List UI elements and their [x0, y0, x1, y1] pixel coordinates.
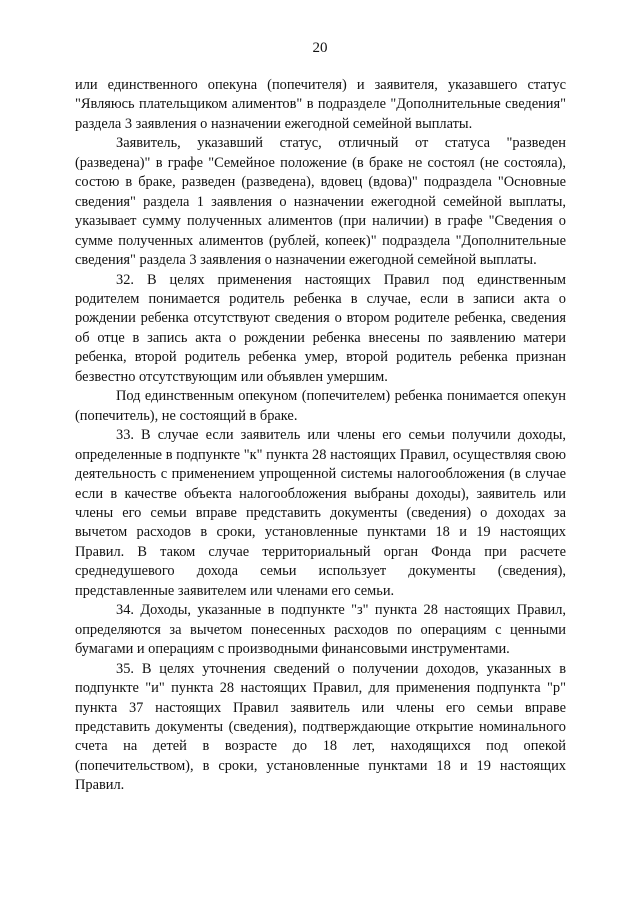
paragraph-32: 32. В целях применения настоящих Правил под единственным родителем понимается родитель ребенка в случае, если в записи акта о рождении ребенка отсутствуют сведения о втором родителе ребенка, сведения об отце в запись акта о рождении ребенка внесены по заявлению матери ребенка, второй родитель ребенка умер, второй родитель ребенка признан безвестно отсутствующим или объявлен умершим.	[75, 271, 566, 385]
paragraph-33: 33. В случае если заявитель или члены его семьи получили доходы, определенные в подпункте "к" пункта 28 настоящих Правил, осуществляя свою деятельность с применением упрощенной системы налогообложения (в случае если в качестве объекта налогообложения выбраны доходы), заявитель или члены его семьи вправе представить документы (сведения) о доходах за вычетом расходов в сроки, установленные пунктами 18 и 19 настоящих Правил. В таком случае территориальный орган Фонда при расчете среднедушевого дохода семьи использует документы (сведения), представленные заявителем или членами его семьи.	[75, 427, 566, 599]
page-number: 20	[312, 40, 328, 56]
paragraph-34: 34. Доходы, указанные в подпункте "з" пункта 28 настоящих Правил, определяются за вычетом понесенных расходов по операциям с ценными бумагами и операциям с производными финансовыми инструментами.	[75, 602, 566, 658]
document-body	[75, 76, 566, 796]
paragraph-single-guardian: Под единственным опекуном (попечителем) ребенка понимается опекун (попечитель), не состоящий в браке.	[75, 388, 566, 424]
paragraph-continuation: или единственного опекуна (попечителя) и заявителя, указавшего статус "Являюсь плательщиком алиментов" в подразделе "Дополнительные сведения" раздела 3 заявления о назначении ежегодной семейной выплаты.	[75, 77, 566, 132]
paragraph-35: 35. В целях уточнения сведений о получении доходов, указанных в подпункте "и" пункта 28 настоящих Правил, для применения подпункта "р" пункта 37 настоящих Правил заявитель или члены его семьи вправе представить документы (сведения), подтверждающие открытие номинального счета на детей в возрасте до 18 лет, находящихся под опекой (попечительством), в сроки, установленные пунктами 18 и 19 настоящих Правил.	[75, 660, 566, 794]
paragraph-applicant-alimony: Заявитель, указавший статус, отличный от статуса "разведен (разведена)" в графе "Семейное положение (в браке не состоял (не состояла), состою в браке, разведен (разведена), вдовец (вдова)" подраздела "Основные сведения" раздела 1 заявления о назначении ежегодной семейной выплаты, указывает сумму полученных алиментов (при наличии) в графе "Сведения о сумме полученных алиментов (рублей, копеек)" подраздела "Дополнительные сведения" раздела 3 заявления о назначении ежегодной семейной выплаты.	[75, 135, 566, 269]
